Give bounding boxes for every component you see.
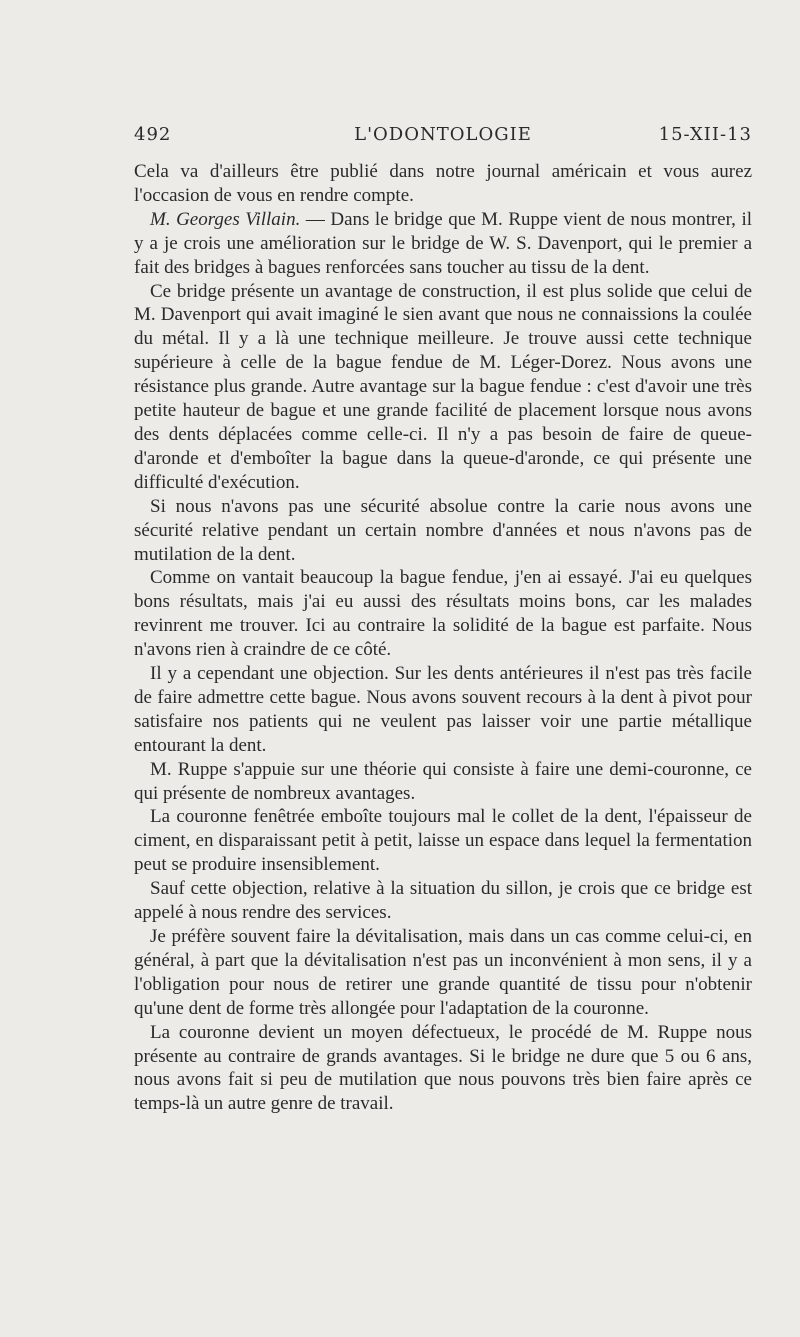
paragraph-text: Sauf cette objection, relative à la situation du sillon, je crois que ce bridge est appelé à nous rendre des services.: [134, 878, 752, 924]
paragraph-text: Je préfère souvent faire la dévitalisation, mais dans un cas comme celui-ci, en général, à part que la dévitalisation n'est pas un inconvénient à mon sens, il y a l'obligation pour nous de retirer une grande quantité de tissu pour n'obtenir qu'une dent de forme très allongée pour l'adaptation de la couronne.: [134, 926, 752, 1019]
paragraph-3: [134, 280, 752, 495]
paragraph-text: Comme on vantait beaucoup la bague fendue, j'en ai essayé. J'ai eu quelques bons résultats, mais j'ai eu aussi des résultats moins bons, car les malades revinrent me trouver. Ici au contraire la solidité de la bague est parfaite. Nous n'avons rien à craindre de ce côté.: [134, 567, 752, 661]
paragraph-5: [134, 566, 752, 662]
paragraph-text: La couronne fenêtrée emboîte toujours mal le collet de la dent, l'épaisseur de ciment, en disparaissant petit à petit, laisse un espace dans lequel la fermentation peut se produire insensiblement.: [134, 806, 752, 876]
speaker-name: M. Georges Villain.: [150, 208, 301, 230]
paragraph-text: La couronne devient un moyen défectueux, le procédé de M. Ruppe nous présente au contraire de grands avantages. Si le bridge ne dure que 5 ou 6 ans, nous avons fait si peu de mutilation que nous pouvons très bien faire après ce temps-là un autre genre de travail.: [134, 1021, 752, 1115]
paragraph-text: Cela va d'ailleurs être publié dans notre journal américain et vous aurez l'occasion de vous en rendre compte.: [134, 161, 752, 206]
paragraph-10: [134, 925, 752, 1021]
page-number: 492: [134, 124, 172, 145]
paragraph-4: [134, 495, 752, 567]
paragraph-2: [134, 208, 752, 280]
paragraph-text: Si nous n'avons pas une sécurité absolue contre la carie nous avons une sécurité relative pendant un certain nombre d'années et nous n'avons pas de mutilation de la dent.: [134, 495, 752, 565]
running-header: [134, 124, 752, 150]
paragraph-1: [134, 160, 752, 208]
paragraph-11: [134, 1021, 752, 1117]
paragraph-text: — Dans le bridge que M. Ruppe vient de nous montrer, il y a je crois une amélioration sur le bridge de W. S. Davenport, qui le premier a fait des bridges à bagues renforcées sans toucher au tissu de la dent.: [134, 208, 752, 278]
paragraph-text: Ce bridge présente un avantage de construction, il est plus solide que celui de M. Davenport qui avait imaginé le sien avant que nous ne connaissions la coulée du métal. Il y a là une technique meilleure. Je trouve aussi cette technique supérieure à celle de la bague fendue de M. Léger-Dorez. Nous avons une résistance plus grande. Autre avantage sur la bague fendue : c'est d'avoir une très petite hauteur de bague et une grande facilité de placement lorsque nous avons des dents déplacées comme celle-ci. Il n'y a pas besoin de faire de queue-d'aronde et d'emboîter la bague dans la queue-d'aronde, ce qui présente une difficulté d'exécution.: [134, 280, 752, 493]
body-text: [134, 160, 752, 1116]
paragraph-6: [134, 662, 752, 758]
paragraph-9: [134, 877, 752, 925]
issue-date: 15-XII-13: [658, 124, 752, 145]
journal-title: L'ODONTOLOGIE: [354, 124, 532, 145]
paragraph-8: [134, 805, 752, 877]
paragraph-text: Il y a cependant une objection. Sur les dents antérieures il n'est pas très facile de faire admettre cette bague. Nous avons souvent recours à la dent à pivot pour satisfaire nos patients qui ne veulent pas laisser voir une partie métallique entourant la dent.: [134, 663, 752, 756]
paragraph-7: [134, 758, 752, 806]
paragraph-text: M. Ruppe s'appuie sur une théorie qui consiste à faire une demi-couronne, ce qui présente de nombreux avantages.: [134, 758, 752, 804]
